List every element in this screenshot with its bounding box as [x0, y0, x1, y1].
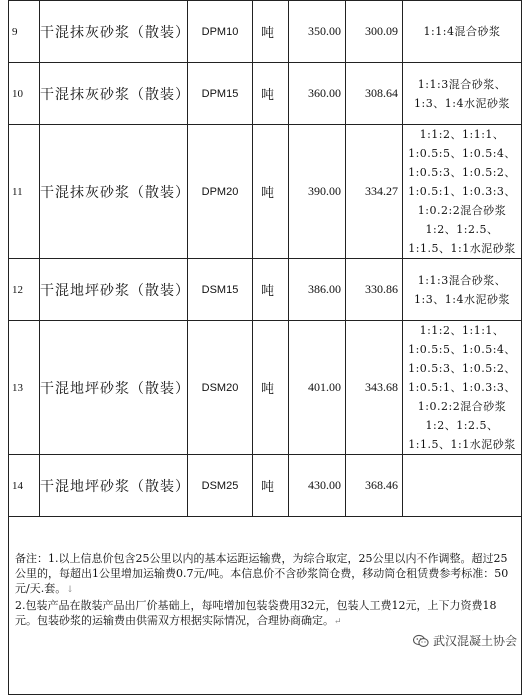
product-code-cell — [188, 455, 253, 517]
price-without-tax: 308.64 — [365, 86, 398, 100]
unit-cell — [253, 1, 289, 63]
product-name: 干混地坪砂浆（散装） — [40, 478, 190, 495]
price-without-tax-cell — [346, 455, 403, 517]
price-without-tax-cell — [346, 259, 403, 321]
product-name-cell — [40, 455, 188, 517]
remark-line: 1:0.5:3、1:0.5:2、 — [408, 362, 516, 375]
product-name: 干混抹灰砂浆（散装） — [40, 86, 190, 103]
table-row — [9, 455, 522, 517]
row-number-cell — [9, 455, 40, 517]
remark-line: 1:0.5:3、1:0.5:2、 — [408, 166, 516, 179]
remark-line: 1:0.5:1、1:0.3:3、 — [408, 185, 516, 198]
unit: 吨 — [261, 26, 275, 41]
remark-line: 1:1:2、1:1:1、 — [419, 324, 505, 337]
wechat-icon — [413, 634, 429, 648]
product-name: 干混地坪砂浆（散装） — [40, 282, 190, 299]
paragraph-mark: ↓ — [66, 585, 74, 595]
unit-cell — [253, 321, 289, 455]
unit-cell — [253, 259, 289, 321]
remark-line: 1:0.5:5、1:0.5:4、 — [408, 147, 516, 160]
table-row — [9, 125, 522, 259]
table-row — [9, 63, 522, 125]
unit: 吨 — [261, 284, 275, 299]
remark-cell — [403, 63, 522, 125]
price-table — [8, 0, 522, 695]
price-with-tax-cell — [289, 259, 346, 321]
product-name-cell — [40, 1, 188, 63]
notes — [9, 517, 521, 630]
product-code-cell — [188, 259, 253, 321]
price-with-tax: 360.00 — [308, 86, 341, 100]
unit: 吨 — [261, 186, 275, 201]
watermark-text: 武汉混凝土协会 — [432, 634, 517, 648]
product-name-cell — [40, 125, 188, 259]
table-row — [9, 1, 522, 63]
product-name: 干混抹灰砂浆（散装） — [40, 24, 190, 41]
product-code-cell — [188, 1, 253, 63]
product-code-cell — [188, 63, 253, 125]
remark-line: 1:1.5、1:1水泥砂浆 — [408, 438, 516, 451]
row-number: 12 — [12, 283, 23, 296]
table-row — [9, 259, 522, 321]
remark-line: 1:3、1:4水泥砂浆 — [414, 96, 510, 110]
remark-line: 1:2、1:2.5、 — [425, 223, 499, 236]
note-line-1 — [15, 551, 515, 598]
unit: 吨 — [261, 480, 275, 495]
row-number-cell — [9, 63, 40, 125]
remark-cell — [403, 125, 522, 259]
unit-cell — [253, 125, 289, 259]
unit: 吨 — [261, 88, 275, 103]
paragraph-mark: ↵ — [334, 617, 342, 627]
note-line-2-text: 2.包装产品在散装产品出厂价基础上，每吨增加包装袋费用32元，包装人工费12元，上下力资费18元。包装砂浆的运输费由供需双方根据实际情况，合理协商确定。 — [15, 599, 497, 627]
price-with-tax: 430.00 — [308, 478, 341, 492]
remark-cell — [403, 321, 522, 455]
product-code: DSM25 — [201, 479, 239, 492]
price-with-tax: 350.00 — [308, 24, 341, 38]
product-name: 干混抹灰砂浆（散装） — [40, 184, 190, 201]
product-code-cell — [188, 321, 253, 455]
remark-line: 1:1:4混合砂浆 — [423, 25, 501, 38]
unit: 吨 — [261, 382, 275, 397]
price-without-tax: 330.86 — [365, 282, 398, 296]
row-number-cell — [9, 259, 40, 321]
remark-line: 1:0.5:1、1:0.3:3、 — [408, 381, 516, 394]
row-number: 13 — [12, 381, 23, 394]
remark-line: 1:1.5、1:1水泥砂浆 — [408, 242, 516, 255]
price-without-tax-cell — [346, 63, 403, 125]
product-code: DSM15 — [201, 283, 239, 296]
notes-row — [9, 517, 522, 695]
product-name: 干混地坪砂浆（散装） — [40, 380, 190, 397]
product-name-cell — [40, 259, 188, 321]
price-without-tax-cell — [346, 1, 403, 63]
notes-cell — [9, 517, 522, 695]
watermark — [413, 632, 517, 649]
price-without-tax: 334.27 — [365, 184, 398, 198]
product-code: DSM20 — [201, 381, 239, 394]
remark-line: 1:1:3混合砂浆、 — [417, 77, 507, 91]
price-with-tax: 390.00 — [308, 184, 341, 198]
price-without-tax: 343.68 — [365, 380, 398, 394]
price-with-tax: 386.00 — [308, 282, 341, 296]
price-with-tax-cell — [289, 455, 346, 517]
product-code-cell — [188, 125, 253, 259]
price-with-tax: 401.00 — [308, 380, 341, 394]
remark-cell — [403, 259, 522, 321]
product-name-cell — [40, 321, 188, 455]
remark-cell — [403, 455, 522, 517]
price-without-tax-cell — [346, 321, 403, 455]
price-without-tax-cell — [346, 125, 403, 259]
row-number-cell — [9, 321, 40, 455]
price-table-document — [8, 0, 521, 695]
product-code: DPM10 — [201, 25, 239, 38]
price-without-tax: 300.09 — [365, 24, 398, 38]
row-number: 11 — [12, 185, 23, 198]
product-code: DPM20 — [201, 185, 239, 198]
price-with-tax-cell — [289, 1, 346, 63]
note-line-1-text: 备注：1.以上信息价包含25公里以内的基本运距运输费，为综合取定，25公里以内不作调整。超过25公里的，每超出1公里增加运输费0.7元/吨。本信息价不含砂浆筒仓费，移动筒仓租赁费参考标准：50元/天.套。 — [15, 552, 509, 595]
unit-cell — [253, 455, 289, 517]
price-with-tax-cell — [289, 125, 346, 259]
price-without-tax: 368.46 — [365, 478, 398, 492]
price-with-tax-cell — [289, 63, 346, 125]
remark-line: 1:3、1:4水泥砂浆 — [414, 292, 510, 306]
row-number: 9 — [12, 25, 18, 38]
product-name-cell — [40, 63, 188, 125]
row-number: 14 — [12, 479, 23, 492]
table-row — [9, 321, 522, 455]
row-number-cell — [9, 1, 40, 63]
remark-line: 1:2、1:2.5、 — [425, 419, 499, 432]
price-with-tax-cell — [289, 321, 346, 455]
unit-cell — [253, 63, 289, 125]
product-code: DPM15 — [201, 87, 239, 100]
row-number: 10 — [12, 87, 23, 100]
remark-cell — [403, 1, 522, 63]
remark-line: 1:1:2、1:1:1、 — [419, 128, 505, 141]
price-table-body — [9, 1, 522, 517]
remark-line: 1:0.2:2混合砂浆 — [417, 400, 507, 413]
remark-line: 1:0.5:5、1:0.5:4、 — [408, 343, 516, 356]
remark-line: 1:0.2:2混合砂浆 — [417, 204, 507, 217]
remark-line: 1:1:3混合砂浆、 — [417, 273, 507, 287]
row-number-cell — [9, 125, 40, 259]
note-line-2 — [15, 598, 515, 630]
